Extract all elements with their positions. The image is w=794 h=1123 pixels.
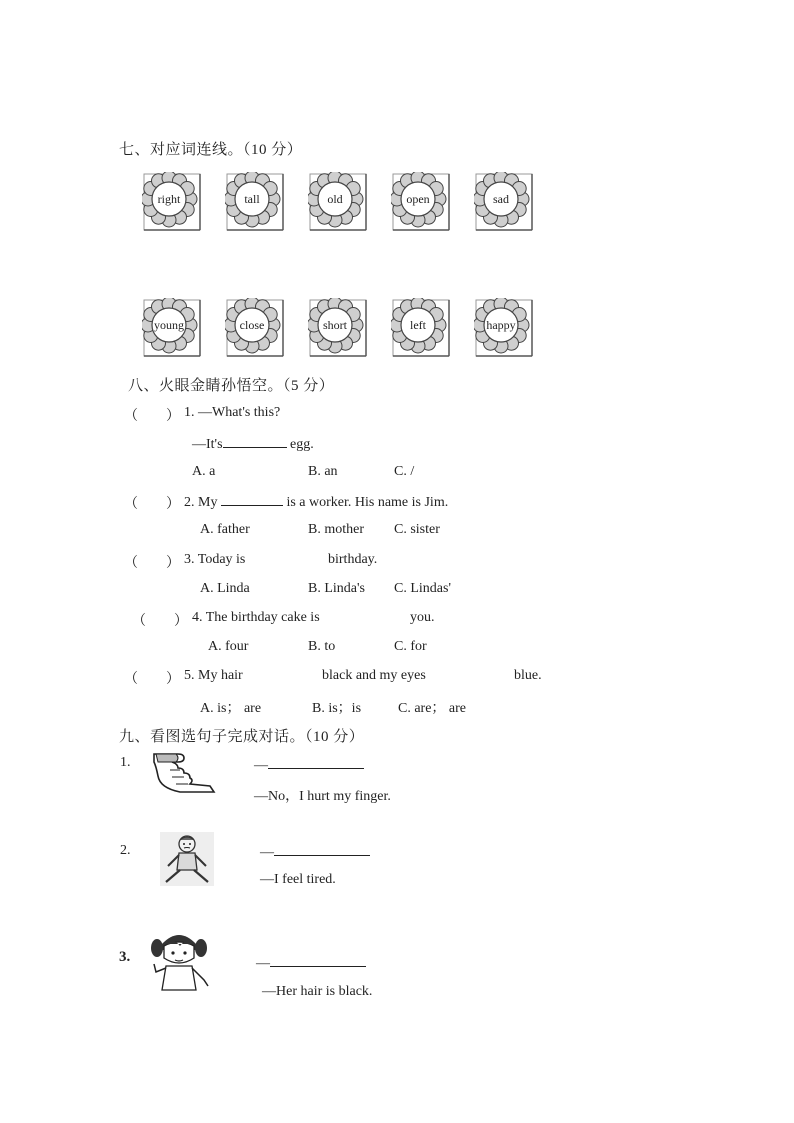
item1-number: 1. bbox=[120, 755, 131, 770]
q4-option-a[interactable]: A. four bbox=[208, 639, 249, 654]
item3-question bbox=[256, 954, 366, 972]
tired-child-icon bbox=[160, 832, 214, 886]
q1-answer-post: egg. bbox=[290, 437, 314, 452]
q1-blank[interactable] bbox=[223, 435, 287, 448]
word-card-young[interactable] bbox=[142, 298, 202, 358]
item2-dash: — bbox=[260, 845, 274, 860]
q4-pre: 4. The birthday cake is bbox=[192, 610, 320, 625]
q4-post: you. bbox=[410, 610, 435, 625]
item3-number: 3. bbox=[119, 949, 131, 965]
q1-answer-line bbox=[192, 435, 314, 453]
q5-post: blue. bbox=[514, 668, 542, 683]
q1-stem: 1. —What's this? bbox=[184, 405, 281, 420]
q5-mid: black and my eyes bbox=[322, 668, 426, 683]
word-card-label: tall bbox=[244, 192, 260, 206]
item2-number: 2. bbox=[120, 843, 131, 858]
word-card-open[interactable] bbox=[391, 172, 451, 232]
q2-stem bbox=[184, 493, 448, 511]
word-card-label: old bbox=[327, 192, 343, 206]
q2-post: is a worker. His name is Jim. bbox=[286, 495, 449, 510]
answer-paren-2[interactable]: （ ） bbox=[124, 497, 180, 512]
q4-option-b[interactable]: B. to bbox=[308, 639, 336, 654]
word-card-sad[interactable] bbox=[474, 172, 534, 232]
word-card-label: young bbox=[154, 318, 184, 332]
q3-post: birthday. bbox=[328, 552, 378, 567]
q3-option-b[interactable]: B. Linda's bbox=[308, 581, 365, 596]
section8-title: 八、火眼金睛孙悟空。（5 分） bbox=[128, 378, 335, 394]
girl-pigtails-icon bbox=[146, 924, 212, 994]
word-card-label: close bbox=[239, 318, 265, 332]
item3-dash: — bbox=[256, 956, 270, 971]
q3-pre: 3. Today is bbox=[184, 552, 246, 567]
word-card-label: happy bbox=[486, 318, 516, 332]
word-card-label: open bbox=[406, 192, 430, 206]
word-card-close[interactable] bbox=[225, 298, 285, 358]
q5-option-b[interactable]: B. is；is bbox=[312, 701, 362, 716]
word-card-left[interactable] bbox=[391, 298, 451, 358]
q4-option-c[interactable]: C. for bbox=[394, 639, 427, 654]
item1-question bbox=[254, 756, 364, 774]
q3-option-a[interactable]: A. Linda bbox=[200, 581, 250, 596]
q5-pre: 5. My hair bbox=[184, 668, 243, 683]
section7-title: 七、对应词连线。（10 分） bbox=[119, 142, 303, 158]
q1-option-a[interactable]: A. a bbox=[192, 464, 216, 479]
q1-option-b[interactable]: B. an bbox=[308, 464, 338, 479]
q5-option-a[interactable]: A. is； are bbox=[200, 701, 262, 716]
q1-answer-pre: —It's bbox=[192, 437, 223, 452]
section9-title: 九、看图选句子完成对话。（10 分） bbox=[119, 729, 365, 745]
word-card-right[interactable] bbox=[142, 172, 202, 232]
q2-option-c[interactable]: C. sister bbox=[394, 522, 440, 537]
item1-dash: — bbox=[254, 758, 268, 773]
item1-reply: —No，I hurt my finger. bbox=[254, 789, 391, 804]
word-card-label: short bbox=[323, 318, 347, 332]
answer-paren-5[interactable]: （ ） bbox=[124, 672, 180, 687]
q2-option-a[interactable]: A. father bbox=[200, 522, 250, 537]
item3-reply: —Her hair is black. bbox=[262, 984, 373, 999]
item2-blank[interactable] bbox=[274, 843, 370, 856]
item2-question bbox=[260, 843, 370, 861]
q3-option-c[interactable]: C. Lindas' bbox=[394, 581, 451, 596]
item1-blank[interactable] bbox=[268, 756, 364, 769]
word-card-old[interactable] bbox=[308, 172, 368, 232]
hurt-finger-icon bbox=[150, 748, 218, 796]
q2-blank[interactable] bbox=[221, 493, 283, 506]
q2-option-b[interactable]: B. mother bbox=[308, 522, 364, 537]
word-card-label: sad bbox=[493, 192, 509, 206]
q5-option-c[interactable]: C. are； are bbox=[398, 701, 467, 716]
item3-blank[interactable] bbox=[270, 954, 366, 967]
q2-pre: 2. My bbox=[184, 495, 218, 510]
q1-option-c[interactable]: C. / bbox=[394, 464, 415, 479]
word-card-label: left bbox=[410, 318, 426, 332]
answer-paren-3[interactable]: （ ） bbox=[124, 556, 180, 571]
word-card-tall[interactable] bbox=[225, 172, 285, 232]
answer-paren-4[interactable]: （ ） bbox=[132, 614, 188, 629]
word-card-happy[interactable] bbox=[474, 298, 534, 358]
answer-paren-1[interactable]: （ ） bbox=[124, 409, 180, 424]
word-card-label: right bbox=[157, 192, 181, 206]
item2-reply: —I feel tired. bbox=[260, 872, 336, 887]
word-card-short[interactable] bbox=[308, 298, 368, 358]
